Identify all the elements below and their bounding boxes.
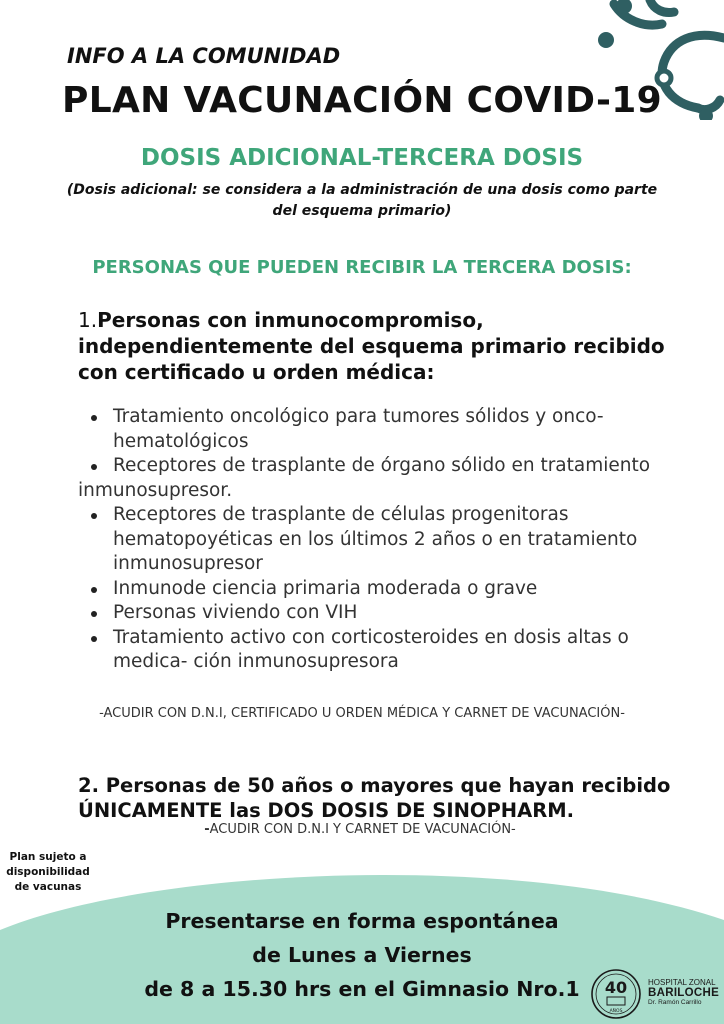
conditions-list: [78, 405, 678, 675]
section-heading: PERSONAS QUE PUEDEN RECIBIR LA TERCERA DOSIS:: [92, 257, 632, 278]
footer-line-3: de 8 a 15.30 hrs en el Gimnasio Nro.1: [144, 977, 580, 1001]
footer-line-1: Presentarse en forma espontánea: [165, 909, 559, 933]
footer-line-2: de Lunes a Viernes: [252, 943, 472, 967]
dash: -: [204, 822, 210, 837]
requirements-note-1: -ACUDIR CON D.N.I, CERTIFICADO U ORDEN MÉDICA Y CARNET DE VACUNACIÓN-: [99, 706, 625, 721]
list-item: Personas viviendo con VIH: [78, 601, 678, 626]
list-item: Tratamiento activo con corticosteroides en dosis altas o medica- ción inmunosupresora: [78, 626, 678, 675]
list-item: Tratamiento oncológico para tumores sólidos y onco-hematológicos: [78, 405, 678, 454]
logo-years: AÑOS: [609, 1009, 623, 1014]
logo-line-1: HOSPITAL ZONAL: [648, 978, 716, 987]
kicker-heading: INFO A LA COMUNIDAD: [67, 44, 341, 68]
eligibility-item-2: 2. Personas de 50 años o mayores que hayan recibido ÚNICAMENTE las DOS DOSIS DE SINOPHARM.: [78, 774, 671, 822]
availability-note: Plan sujeto a disponibilidad de vacunas: [6, 851, 90, 893]
eligibility-item-1: [78, 307, 698, 385]
logo-line-2: BARILOCHE: [648, 987, 720, 999]
list-item: Receptores de trasplante de órgano sólido en tratamiento inmunosupresor.: [78, 454, 678, 503]
page-title: PLAN VACUNACIÓN COVID-19: [62, 80, 662, 121]
logo-line-3: Dr. Ramón Carrillo: [648, 999, 702, 1006]
list-item: Inmunode ciencia primaria moderada o grave: [78, 577, 678, 602]
hospital-logo-icon: [590, 968, 642, 1020]
definition-note: (Dosis adicional: se considera a la administración de una dosis como parte del esquema primario): [66, 182, 658, 219]
item-number: 1.: [78, 308, 98, 332]
requirements-note-2-text: ACUDIR CON D.N.I Y CARNET DE VACUNACIÓN-: [209, 822, 516, 837]
item-1-text: Personas con inmunocompromiso, independientemente del esquema primario recibido con certificado u orden médica:: [78, 308, 665, 384]
page-subtitle: DOSIS ADICIONAL-TERCERA DOSIS: [140, 145, 584, 171]
hospital-logo-text: [648, 978, 719, 1008]
requirements-note-2: [60, 822, 660, 837]
list-item: Receptores de trasplante de células progenitoras hematopoyéticas en los últimos 2 años o en tratamiento inmunosupresor: [78, 503, 678, 577]
svg-text:40: 40: [604, 978, 628, 997]
